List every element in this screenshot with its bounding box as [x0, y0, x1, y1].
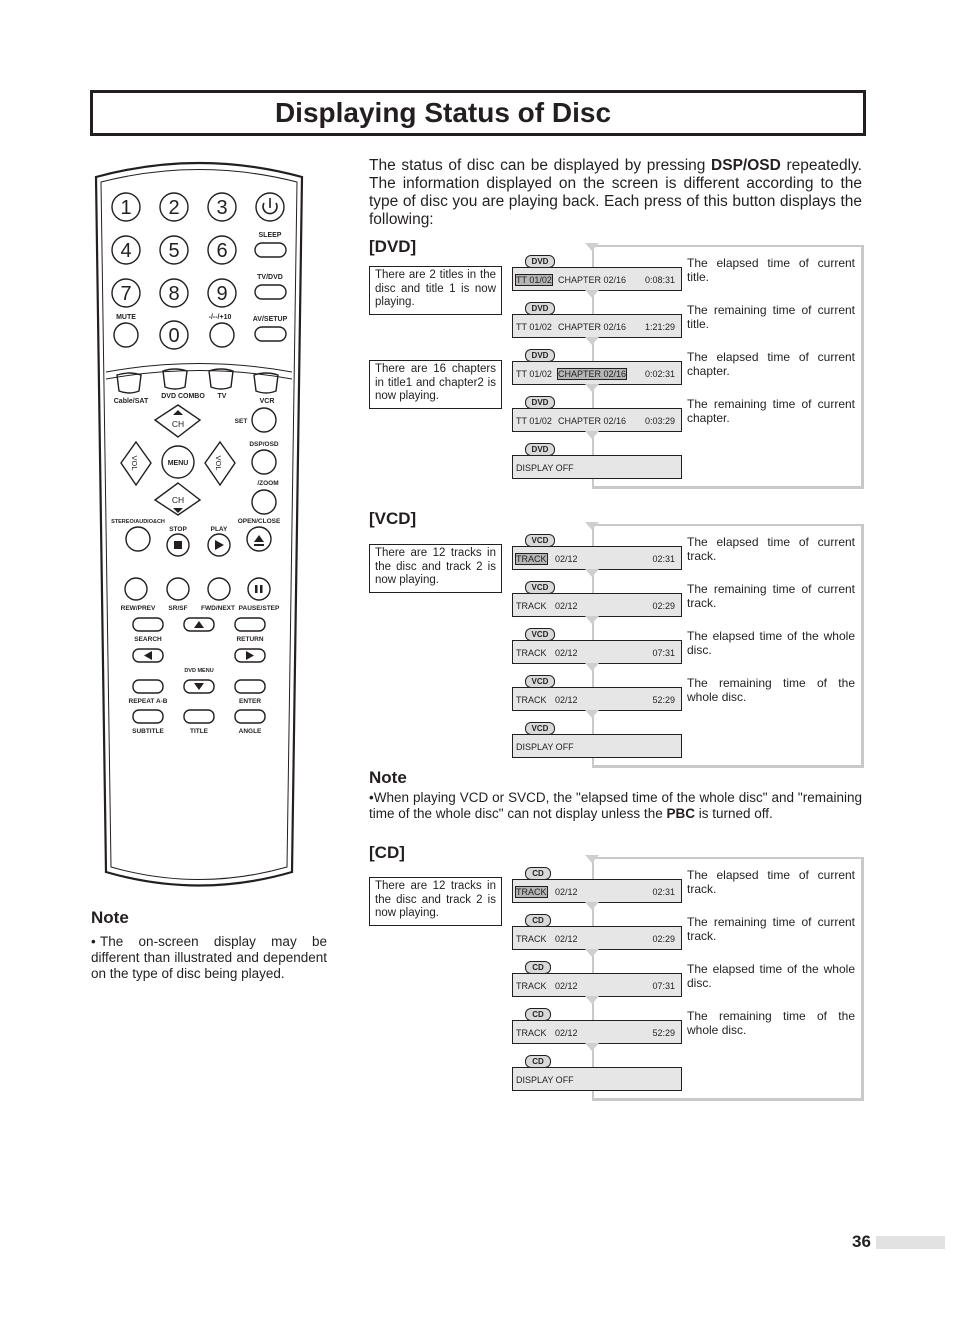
dvd-osd-field-b: CHAPTER 02/16	[558, 416, 627, 426]
cd-osd-field-b: 02/12	[555, 934, 578, 944]
dvd-tag: DVD	[525, 396, 555, 409]
cd-osd-field-b: 02/12	[555, 1028, 578, 1038]
tv-label: TV	[217, 393, 227, 400]
vcd-heading: [VCD]	[369, 509, 417, 528]
bullet-icon: •	[369, 790, 374, 805]
stereo-label: STEREO/AUDIO&CH	[111, 519, 165, 525]
dvd-tag: DVD	[525, 349, 555, 362]
remote-control-illustration	[88, 157, 310, 895]
intro-paragraph	[369, 157, 862, 229]
dvd-osd-screen	[512, 408, 682, 432]
down-arrow-icon	[585, 337, 599, 345]
cd-tag: CD	[525, 961, 551, 974]
dvd-heading: [DVD]	[369, 237, 417, 256]
ch-down-label: CH	[171, 495, 185, 505]
down-arrow-icon	[585, 522, 599, 530]
dvd-osd-screen	[512, 267, 682, 291]
digit-6-key: 6	[216, 240, 228, 262]
vcd-display-off-screen	[512, 734, 682, 758]
vcd-osd-screen	[512, 687, 682, 711]
bullet-icon: •	[91, 934, 96, 949]
search-label: SEARCH	[134, 636, 162, 643]
page-title: Displaying Status of Disc	[274, 97, 612, 128]
title-box	[90, 90, 866, 136]
dvd-osd-description: The elapsed time of current chapter.	[687, 350, 855, 378]
cd-osd-screen	[512, 879, 682, 903]
vcd-osd-field-b: 02/12	[555, 648, 578, 658]
vcd-tag: VCD	[525, 628, 555, 641]
subtitle-label: SUBTITLE	[132, 728, 164, 735]
cd-osd-field-a: TRACK	[516, 981, 547, 991]
cd-osd-screen	[512, 1020, 682, 1044]
digit-4-key: 4	[120, 240, 132, 262]
vcd-callout: There are 12 tracks in the disc and track 2 is now playing.	[369, 544, 502, 593]
vcd-osd-description: The elapsed time of current track.	[687, 535, 855, 563]
cd-osd-screen	[512, 973, 682, 997]
left-note-title: Note	[91, 908, 129, 927]
dvd-osd-field-a: TT 01/02	[516, 275, 552, 285]
dsposd-label: DSP/OSD	[249, 441, 279, 448]
vcr-label: VCR	[259, 398, 275, 405]
vcd-osd-field-a: TRACK	[516, 648, 547, 658]
mute-label: MUTE	[116, 314, 136, 321]
vcd-osd-time: 02:29	[652, 601, 675, 611]
dvd-osd-field-b: CHAPTER 02/16	[558, 275, 627, 285]
cd-osd-field-a: TRACK	[516, 1028, 547, 1038]
fwdnext-label: FWD/NEXT	[201, 605, 235, 612]
intro-part2: repeatedly. The information displayed on the screen is different according to the type of disc you are playing back. Each press of this button displays the following:	[369, 157, 862, 228]
cd-heading: [CD]	[369, 843, 405, 862]
cd-osd-time: 02:29	[652, 934, 675, 944]
dvd-osd-field-b: CHAPTER 02/16	[558, 322, 627, 332]
sleep-label: SLEEP	[258, 232, 282, 239]
cd-display-off-text: DISPLAY OFF	[516, 1075, 574, 1085]
page-number-bar	[876, 1236, 945, 1249]
vcd-osd-field-a: TRACK	[516, 554, 547, 564]
vol-right-label: VOL	[214, 455, 223, 471]
digit-0-key: 0	[168, 325, 180, 347]
vcd-tag: VCD	[525, 722, 555, 735]
dvd-tag: DVD	[525, 443, 555, 456]
angle-label: ANGLE	[238, 728, 262, 735]
vcd-osd-description: The elapsed time of the whole disc.	[687, 629, 855, 657]
digit-5-key: 5	[168, 240, 180, 262]
vcd-osd-field-b: 02/12	[555, 601, 578, 611]
dvd-display-off-text: DISPLAY OFF	[516, 463, 574, 473]
cd-osd-field-a: TRACK	[516, 887, 547, 897]
pausestep-label: PAUSE/STEP	[238, 605, 280, 612]
vcd-osd-time: 07:31	[652, 648, 675, 658]
dvd-tag: DVD	[525, 255, 555, 268]
down-arrow-icon	[585, 949, 599, 957]
rewprev-label: REW/PREV	[120, 605, 156, 612]
down-arrow-icon	[585, 902, 599, 910]
cd-callout: There are 12 tracks in the disc and track 2 is now playing.	[369, 877, 502, 926]
titlebtn-label: TITLE	[189, 728, 209, 735]
vcd-osd-screen	[512, 593, 682, 617]
vcd-note-text: •When playing VCD or SVCD, the "elapsed time of the whole disc" and "remaining time of the whole disc" can not display unless the PBC is turned off.	[369, 790, 862, 821]
dvd-osd-description: The remaining time of current title.	[687, 303, 855, 331]
vcd-osd-field-a: TRACK	[516, 601, 547, 611]
menu-label: MENU	[167, 460, 189, 467]
cd-osd-field-a: TRACK	[516, 934, 547, 944]
stop-label: STOP	[169, 526, 187, 533]
digit-3-key: 3	[216, 197, 228, 219]
down-arrow-icon	[585, 663, 599, 671]
vcd-osd-field-b: 02/12	[555, 554, 578, 564]
dvdmenu-label: DVD MENU	[184, 668, 214, 674]
cd-osd-description: The remaining time of current track.	[687, 915, 855, 943]
return-label: RETURN	[236, 636, 264, 643]
vcd-osd-field-a: TRACK	[516, 695, 547, 705]
cd-osd-description: The remaining time of the whole disc.	[687, 1009, 855, 1037]
avsetup-label: AV/SETUP	[252, 316, 288, 323]
tvdvd-label: TV/DVD	[257, 274, 283, 281]
vcd-tag: VCD	[525, 581, 555, 594]
dvd-tag: DVD	[525, 302, 555, 315]
dvd-display-off-screen	[512, 455, 682, 479]
vcd-tag: VCD	[525, 534, 555, 547]
down-arrow-icon	[585, 384, 599, 392]
enter-label: ENTER	[238, 698, 262, 705]
dvd-osd-time: 0:02:31	[644, 369, 675, 379]
intro-key: DSP/OSD	[711, 157, 781, 174]
dvd-callout-1: There are 2 titles in the disc and title 1 is now playing.	[369, 266, 502, 315]
dvd-osd-field-a: TT 01/02	[516, 322, 552, 332]
intro-part1: The status of disc can be displayed by pressing	[369, 157, 712, 174]
down-arrow-icon	[585, 1043, 599, 1051]
repeatab-label: REPEAT A-B	[128, 698, 168, 705]
cd-osd-screen	[512, 926, 682, 950]
play-label: PLAY	[210, 526, 228, 533]
vcd-osd-time: 52:29	[652, 695, 675, 705]
dvd-osd-time: 1:21:29	[644, 322, 675, 332]
cd-tag: CD	[525, 867, 551, 880]
cd-osd-time: 52:29	[652, 1028, 675, 1038]
dvd-osd-screen	[512, 361, 682, 385]
digit-1-key: 1	[120, 197, 132, 219]
plus10-label: -/--/+10	[208, 314, 232, 321]
cd-osd-time: 02:31	[652, 887, 675, 897]
dvd-osd-time: 0:08:31	[644, 275, 675, 285]
vcd-osd-screen	[512, 640, 682, 664]
digit-9-key: 9	[216, 283, 228, 305]
vcd-osd-description: The remaining time of current track.	[687, 582, 855, 610]
vcd-osd-field-b: 02/12	[555, 695, 578, 705]
openclose-label: OPEN/CLOSE	[237, 518, 281, 525]
vcd-osd-time: 02:31	[652, 554, 675, 564]
vol-left-label: VOL	[130, 455, 139, 471]
down-arrow-icon	[585, 996, 599, 1004]
dvd-osd-field-a: TT 01/02	[516, 416, 552, 426]
vcd-osd-description: The remaining time of the whole disc.	[687, 676, 855, 704]
cd-osd-description: The elapsed time of the whole disc.	[687, 962, 855, 990]
cd-tag: CD	[525, 1008, 551, 1021]
digit-2-key: 2	[168, 197, 180, 219]
ch-up-label: CH	[171, 419, 185, 429]
down-arrow-icon	[585, 243, 599, 251]
vcd-tag: VCD	[525, 675, 555, 688]
dvd-callout-2: There are 16 chapters in title1 and chapter2 is now playing.	[369, 360, 502, 409]
cd-osd-description: The elapsed time of current track.	[687, 868, 855, 896]
cd-tag: CD	[525, 1055, 551, 1068]
dvd-osd-screen	[512, 314, 682, 338]
down-arrow-icon	[585, 431, 599, 439]
dvd-osd-description: The remaining time of current chapter.	[687, 397, 855, 425]
digit-7-key: 7	[120, 283, 132, 305]
srsf-label: SR/SF	[168, 605, 188, 612]
vcd-note-title: Note	[369, 768, 407, 787]
dvd-osd-field-b: CHAPTER 02/16	[558, 369, 627, 379]
cd-osd-field-b: 02/12	[555, 887, 578, 897]
down-arrow-icon	[585, 569, 599, 577]
down-arrow-icon	[585, 710, 599, 718]
down-arrow-icon	[585, 855, 599, 863]
cablesat-label: Cable/SAT	[113, 398, 149, 405]
left-note-text: • The on-screen display may be different than illustrated and dependent on the type of disc being played.	[91, 934, 327, 981]
page-number: 36	[852, 1232, 871, 1251]
set-label: SET	[234, 418, 248, 425]
dvd-osd-description: The elapsed time of current title.	[687, 256, 855, 284]
dvd-osd-time: 0:03:29	[644, 416, 675, 426]
dvdcombo-label: DVD COMBO	[161, 393, 205, 400]
down-arrow-icon	[585, 616, 599, 624]
cd-tag: CD	[525, 914, 551, 927]
vcd-display-off-text: DISPLAY OFF	[516, 742, 574, 752]
cd-osd-field-b: 02/12	[555, 981, 578, 991]
vcd-osd-screen	[512, 546, 682, 570]
cd-display-off-screen	[512, 1067, 682, 1091]
cd-osd-time: 07:31	[652, 981, 675, 991]
digit-8-key: 8	[168, 283, 180, 305]
dvd-osd-field-a: TT 01/02	[516, 369, 552, 379]
down-arrow-icon	[585, 290, 599, 298]
zoom-label: /ZOOM	[257, 480, 279, 487]
